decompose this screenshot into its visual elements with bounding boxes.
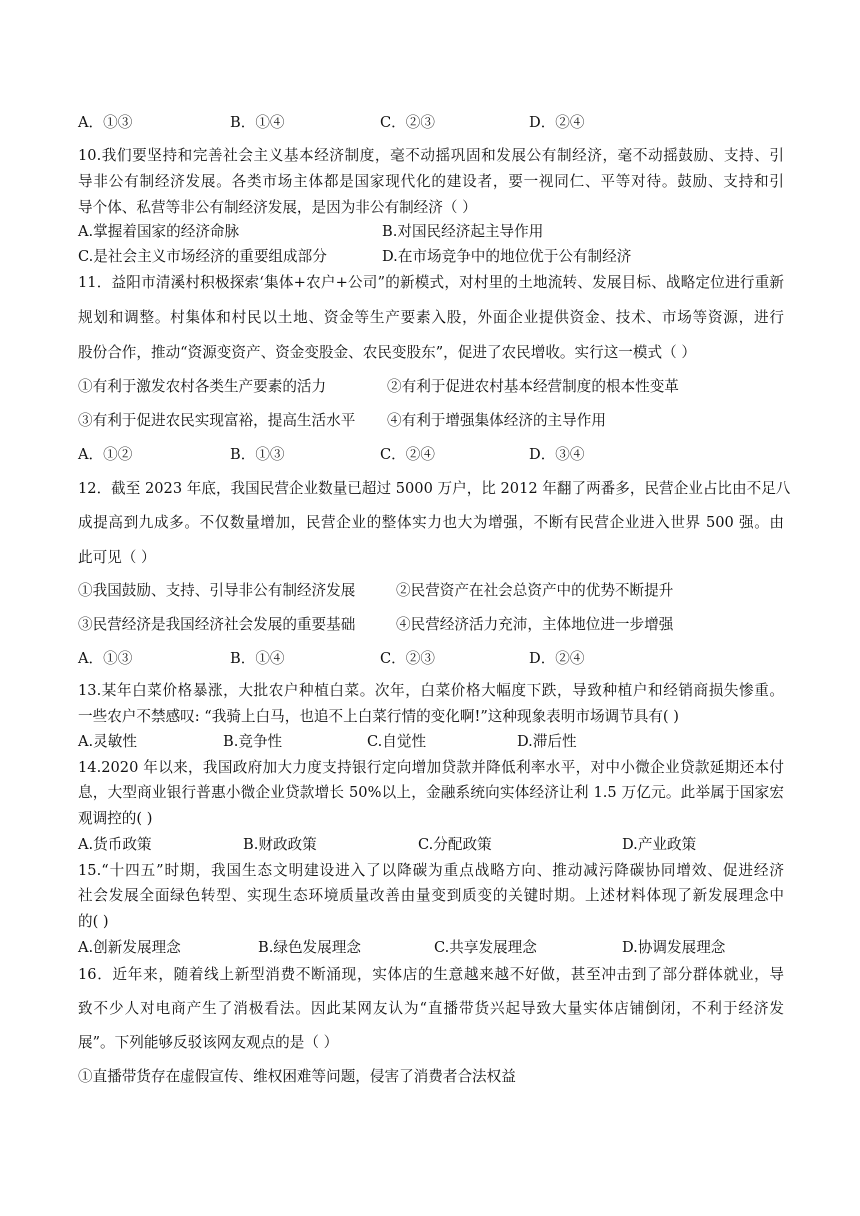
- option-c[interactable]: C.是社会主义市场经济的重要组成部分: [78, 248, 327, 265]
- q13-stem-line: 13.某年白菜价格暴涨，大批农户种植白菜。次年，白菜价格大幅度下跌，导致种植户和经销商损失惨重。: [78, 682, 784, 699]
- option-c[interactable]: C.分配政策: [418, 836, 492, 853]
- q10-stem-line: 导非公有制经济发展。各类市场主体都是国家现代化的建设者，要一视同仁、平等对待。鼓励、支持和引: [78, 173, 784, 190]
- q12-statements: [78, 581, 798, 601]
- option-a[interactable]: A．①③: [78, 650, 133, 667]
- q12-stem-line: 12．截至 2023 年底，我国民营企业数量已超过 5000 万户，比 2012 年翻了两番多，民营企业占比由不足八: [78, 480, 791, 497]
- option-a[interactable]: A．①③: [78, 114, 133, 131]
- option-c[interactable]: C.自觉性: [367, 733, 427, 750]
- q12-options: [78, 649, 798, 669]
- option-d[interactable]: D.滞后性: [517, 733, 577, 750]
- option-b[interactable]: B．①④: [230, 114, 285, 131]
- option-d[interactable]: D．②④: [529, 114, 585, 131]
- q10-options: [78, 247, 798, 267]
- q16-stem-line: 致不少人对电商产生了消极看法。因此某网友认为“直播带货兴起导致大量实体店铺倒闭，不利于经济发: [78, 1000, 784, 1017]
- q14-stem-line: 息，大型商业银行普惠小微企业贷款增长 50%以上，金融系统向实体经济让利 1.5 万亿元。此举属于国家宏: [78, 784, 784, 801]
- option-b[interactable]: B．①③: [230, 446, 285, 463]
- option-c[interactable]: C．②③: [380, 650, 435, 667]
- q14-stem-line: 观调控的( ): [78, 810, 153, 827]
- statement-2: ②有利于促进农村基本经营制度的根本性变革: [387, 378, 679, 395]
- q15-stem-line: 社会发展全面绿色转型、实现生态环境质量改善由量变到质变的关键时期。上述材料体现了新发展理念中: [78, 887, 784, 904]
- q14-options: [78, 835, 798, 855]
- option-a[interactable]: A.货币政策: [78, 836, 152, 853]
- option-b[interactable]: B.竞争性: [223, 733, 283, 750]
- q11-statements: [78, 411, 798, 431]
- option-d[interactable]: D．③④: [529, 446, 585, 463]
- statement-1: ①有利于激发农村各类生产要素的活力: [78, 378, 327, 395]
- q13-stem-line: 一些农户不禁感叹: “我骑上白马，也追不上白菜行情的变化啊!”这种现象表明市场调节具有( ): [78, 708, 679, 725]
- q10-stem-line: 导个体、私营等非公有制经济发展，是因为非公有制经济（ ）: [78, 199, 477, 216]
- q11-stem-line: 股份合作，推动“资源变资产、资金变股金、农民变股东”，促进了农民增收。实行这一模式（ ）: [78, 344, 696, 361]
- q11-statements: [78, 377, 798, 397]
- statement-3: ③民营经济是我国经济社会发展的重要基础: [78, 616, 356, 633]
- q11-stem-line: 规划和调整。村集体和村民以土地、资金等生产要素入股，外面企业提供资金、技术、市场等资源，进行: [78, 309, 784, 326]
- q12-stem-line: 此可见（ ）: [78, 549, 156, 566]
- q12-stem-line: 成提高到九成多。不仅数量增加，民营企业的整体实力也大为增强，不断有民营企业进入世界 500 强。由: [78, 514, 784, 531]
- option-a[interactable]: A.灵敏性: [78, 733, 137, 750]
- q10-stem-line: 10.我们要坚持和完善社会主义基本经济制度，毫不动摇巩固和发展公有制经济，毫不动摇鼓励、支持、引: [78, 147, 784, 164]
- option-c[interactable]: C．②③: [380, 114, 435, 131]
- q11-stem-line: 11．益阳市清溪村积极探索‘集体+农户+公司”的新模式，对村里的土地流转、发展目标、战略定位进行重新: [78, 274, 784, 291]
- option-b[interactable]: B.绿色发展理念: [258, 939, 361, 956]
- q16-stem-line: 16．近年来，随着线上新型消费不断涌现，实体店的生意越来越不好做，甚至冲击到了部分群体就业，导: [78, 966, 784, 983]
- q9-options: [78, 113, 798, 133]
- q12-statements: [78, 615, 798, 635]
- option-d[interactable]: D.在市场竞争中的地位优于公有制经济: [382, 248, 632, 265]
- q16-statement-1: ①直播带货存在虚假宣传、维权困难等问题，侵害了消费者合法权益: [78, 1068, 516, 1085]
- option-b[interactable]: B.对国民经济起主导作用: [382, 223, 544, 240]
- option-d[interactable]: D．②④: [529, 650, 585, 667]
- option-d[interactable]: D.产业政策: [622, 836, 697, 853]
- statement-4: ④民营经济活力充沛，主体地位进一步增强: [396, 616, 674, 633]
- option-a[interactable]: A.创新发展理念: [78, 939, 181, 956]
- statement-1: ①我国鼓励、支持、引导非公有制经济发展: [78, 582, 356, 599]
- option-c[interactable]: C．②④: [380, 446, 435, 463]
- q15-options: [78, 938, 798, 958]
- option-b[interactable]: B.财政政策: [243, 836, 317, 853]
- option-b[interactable]: B．①④: [230, 650, 285, 667]
- statement-2: ②民营资产在社会总资产中的优势不断提升: [396, 582, 674, 599]
- q14-stem-line: 14.2020 年以来，我国政府加大力度支持银行定向增加贷款并降低利率水平，对中小微企业贷款延期还本付: [78, 759, 784, 776]
- option-c[interactable]: C.共享发展理念: [434, 939, 537, 956]
- q15-stem-line: 的( ): [78, 913, 109, 930]
- statement-3: ③有利于促进农民实现富裕，提高生活水平: [78, 412, 356, 429]
- option-a[interactable]: A.掌握着国家的经济命脉: [78, 223, 240, 240]
- q15-stem-line: 15.“十四五”时期，我国生态文明建设进入了以降碳为重点战略方向、推动减污降碳协同增效、促进经济: [78, 862, 784, 879]
- q16-stem-line: 展”。下列能够反驳该网友观点的是（ ）: [78, 1034, 339, 1051]
- option-d[interactable]: D.协调发展理念: [622, 939, 726, 956]
- q13-options: [78, 732, 798, 752]
- statement-4: ④有利于增强集体经济的主导作用: [387, 412, 606, 429]
- q10-options: [78, 222, 798, 242]
- option-a[interactable]: A．①②: [78, 446, 133, 463]
- q11-options: [78, 445, 798, 465]
